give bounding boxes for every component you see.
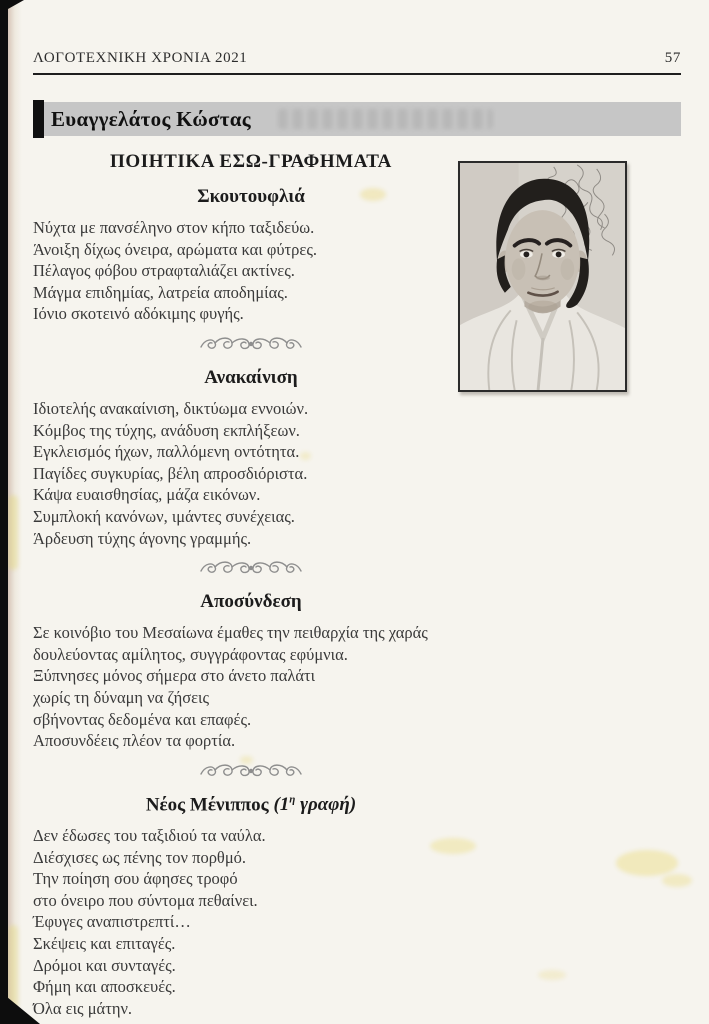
poem-section <box>33 794 513 1020</box>
page-number: 57 <box>664 50 681 66</box>
poem-line: Νύχτα με πανσέληνο στον κήπο ταξιδεύω. <box>33 218 315 237</box>
band-lead-bar <box>33 100 44 138</box>
poem-title-text: Ανακαίνιση <box>204 366 298 388</box>
author-portrait-illustration <box>460 163 625 390</box>
poem-line: δουλεύοντας αμίλητος, συγγράφοντας εφύμνια. <box>33 644 348 664</box>
poem-line: Εγκλεισμός ήχων, παλλόμενη οντότητα. <box>33 442 300 462</box>
poem-body <box>33 825 513 1019</box>
scroll-ornament-divider <box>33 558 469 578</box>
poem-line: Συμπλοκή κανόνων, ιμάντες συνέχειας. <box>33 506 295 526</box>
poem-line: Όλα εις μάτην. <box>33 998 133 1018</box>
poem-line: Έφυγες αναπιστρεπτί… <box>33 912 191 932</box>
poem-title-note-post: γραφή) <box>295 794 357 816</box>
collection-title: ΠΟΙΗΤΙΚΑ ΕΣΩ-ΓΡΑΦΗΜΑΤΑ <box>110 151 392 172</box>
scanner-edge-strip <box>0 0 8 1024</box>
poem-section <box>33 591 513 752</box>
journal-title: ΛΟΓΟΤΕΧΝΙΚΗ ΧΡΟΝΙΑ 2021 <box>33 50 248 66</box>
poem-title-note-pre: (1 <box>273 794 290 816</box>
author-photo <box>458 161 627 392</box>
poem-line: Άρδευση τύχης άγονης γραμμής. <box>33 528 252 548</box>
poem-section <box>33 186 513 325</box>
poem-line: Κάψα ευαισθησίας, μάζα εικόνων. <box>33 485 261 505</box>
scroll-flourish-icon <box>199 761 303 781</box>
poem-title-text: Νέος Μένιππος <box>145 794 269 816</box>
poem-line: Σε κοινόβιο του Μεσαίωνα έμαθες την πειθαρχία της χαράς <box>33 623 428 643</box>
poem-line: Μάγμα επιδημίας, λατρεία αποδημίας. <box>33 282 288 302</box>
page-content <box>33 0 681 1019</box>
poem-line: Αποσυνδέεις πλέον τα φορτία. <box>33 731 236 751</box>
poem-title-note-sup: η <box>289 793 296 806</box>
header-rule <box>33 73 681 75</box>
poem-title-text: Αποσύνδεση <box>200 591 302 613</box>
scroll-flourish-icon <box>199 558 303 578</box>
poem-line: Κόμβος της τύχης, ανάδυση εκπλήξεων. <box>33 420 300 440</box>
poem-body <box>33 217 513 325</box>
scroll-ornament-divider <box>33 761 469 781</box>
poem-line: Δρόμοι και συνταγές. <box>33 955 176 975</box>
poem-line: Την ποίηση σου άφησες τροφό <box>33 869 238 889</box>
ink-bleed-smudge <box>278 109 493 129</box>
page-edge-tint <box>8 495 18 570</box>
poem-body <box>33 622 513 752</box>
poem-body <box>33 398 513 549</box>
poem-line: Παγίδες συγκυρίας, βέλη απροσδιόριστα. <box>33 463 308 483</box>
page-edge-tint <box>8 925 18 1010</box>
poem-title-text: Σκουτουφλιά <box>197 186 305 207</box>
poem-line: Ιόνιο σκοτεινό αδόκιμης φυγής. <box>33 304 244 324</box>
poem-line: Φήμη και αποσκευές. <box>33 977 176 997</box>
poem-line: σβήνοντας δεδομένα και επαφές. <box>33 709 252 729</box>
scroll-flourish-icon <box>199 334 303 354</box>
poem-line: Πέλαγος φόβου στραφταλιάζει ακτίνες. <box>33 261 295 281</box>
poem-line: Δεν έδωσες του ταξιδιού τα ναύλα. <box>33 826 266 846</box>
poem-line: Ιδιοτελής ανακαίνιση, δικτύωμα εννοιών. <box>33 398 309 418</box>
running-head <box>33 0 681 67</box>
author-band <box>33 102 681 136</box>
poem-title <box>33 794 469 816</box>
poem-line: χωρίς τη δύναμη να ζήσεις <box>33 687 210 707</box>
poem-line: Διέσχισες ως πένης τον πορθμό. <box>33 847 247 867</box>
poem-title <box>33 186 469 208</box>
poem-line: Σκέψεις και επιταγές. <box>33 933 176 953</box>
poem-section <box>33 367 513 549</box>
poem-title <box>33 367 469 389</box>
poem-line: Άνοιξη δίχως όνειρα, αρώματα και φύτρες. <box>33 239 318 259</box>
poem-title-note <box>273 794 356 815</box>
poem-line: Ξύπνησες μόνος σήμερα στο άνετο παλάτι <box>33 666 316 686</box>
poem-title <box>33 591 469 613</box>
author-name: Ευαγγελάτος Κώστας <box>51 106 251 131</box>
poems-column <box>33 186 513 1019</box>
scroll-ornament-divider <box>33 334 469 354</box>
poem-line: στο όνειρο που σύντομα πεθαίνει. <box>33 890 258 910</box>
